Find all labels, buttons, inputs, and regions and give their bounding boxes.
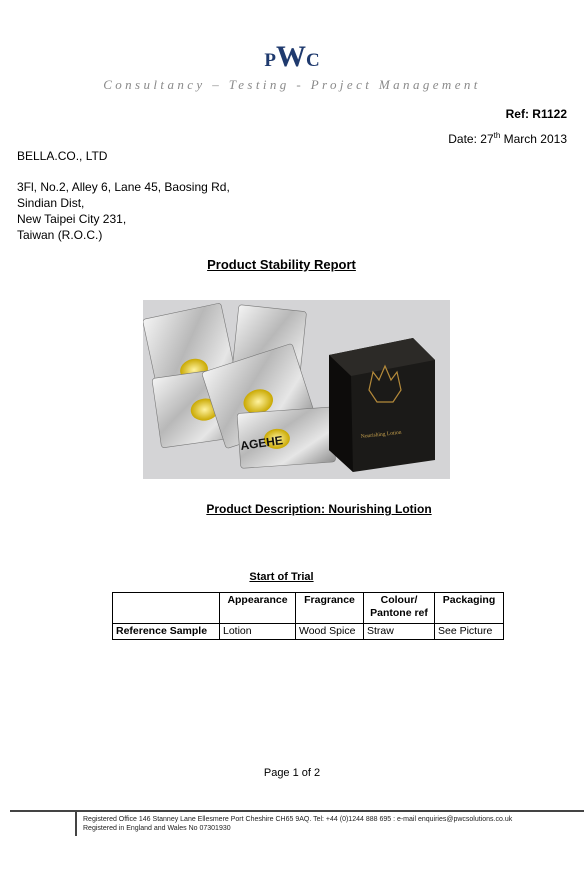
company-logo [0, 40, 584, 74]
logo-letter-c: C [305, 50, 320, 71]
address-line: New Taipei City 231, [17, 212, 127, 226]
table-header-cell: Colour/ Pantone ref [364, 593, 435, 624]
table-header-cell: Appearance [220, 593, 296, 624]
product-photo [143, 300, 450, 479]
recipient-address [17, 179, 230, 243]
product-box [329, 338, 435, 472]
recipient-company: BELLA.CO., LTD [17, 149, 108, 163]
footer-divider [10, 810, 584, 812]
table-header-cell [113, 593, 220, 624]
footer-line: Registered Office 146 Stanney Lane Ellesmere Port Cheshire CH65 9AQ. Tel: +44 (0)1244 888 695 : e-mail enquiries@pwcsolutions.co.uk [83, 816, 513, 823]
reference-number: Ref: R1122 [505, 107, 567, 121]
table-cell: Wood Spice [296, 624, 364, 640]
table-cell: Straw [364, 624, 435, 640]
table-header-cell: Packaging [435, 593, 504, 624]
date-suffix: th [493, 131, 501, 140]
box-label: Nourishing Lotion [360, 429, 402, 440]
report-date [448, 131, 567, 146]
trial-title: Start of Trial [249, 571, 314, 583]
logo-letter-w: W [275, 40, 306, 73]
date-prefix: Date: 27 [448, 132, 494, 146]
product-description: Product Description: Nourishing Lotion [206, 502, 432, 516]
footer [83, 815, 512, 833]
table-header-cell: Fragrance [296, 593, 364, 624]
page-number: Page 1 of 2 [263, 767, 321, 779]
footer-line: Registered in England and Wales No 07301930 [83, 825, 231, 832]
table-row [113, 624, 504, 640]
address-line: Taiwan (R.O.C.) [17, 228, 103, 242]
trial-table [112, 592, 504, 640]
table-cell: Lotion [220, 624, 296, 640]
address-line: Sindian Dist, [17, 196, 85, 210]
table-cell: Reference Sample [113, 624, 220, 640]
footer-vertical-divider [75, 812, 77, 836]
table-header-row [113, 593, 504, 624]
address-line: 3Fl, No.2, Alley 6, Lane 45, Baosing Rd, [17, 180, 230, 194]
table-cell: See Picture [435, 624, 504, 640]
sachet-label: AGEHE [239, 433, 284, 453]
report-title: Product Stability Report [207, 257, 356, 272]
company-tagline: Consultancy – Testing - Project Management [103, 77, 481, 92]
date-rest: March 2013 [500, 132, 567, 146]
logo-letter-p: P [264, 50, 276, 71]
